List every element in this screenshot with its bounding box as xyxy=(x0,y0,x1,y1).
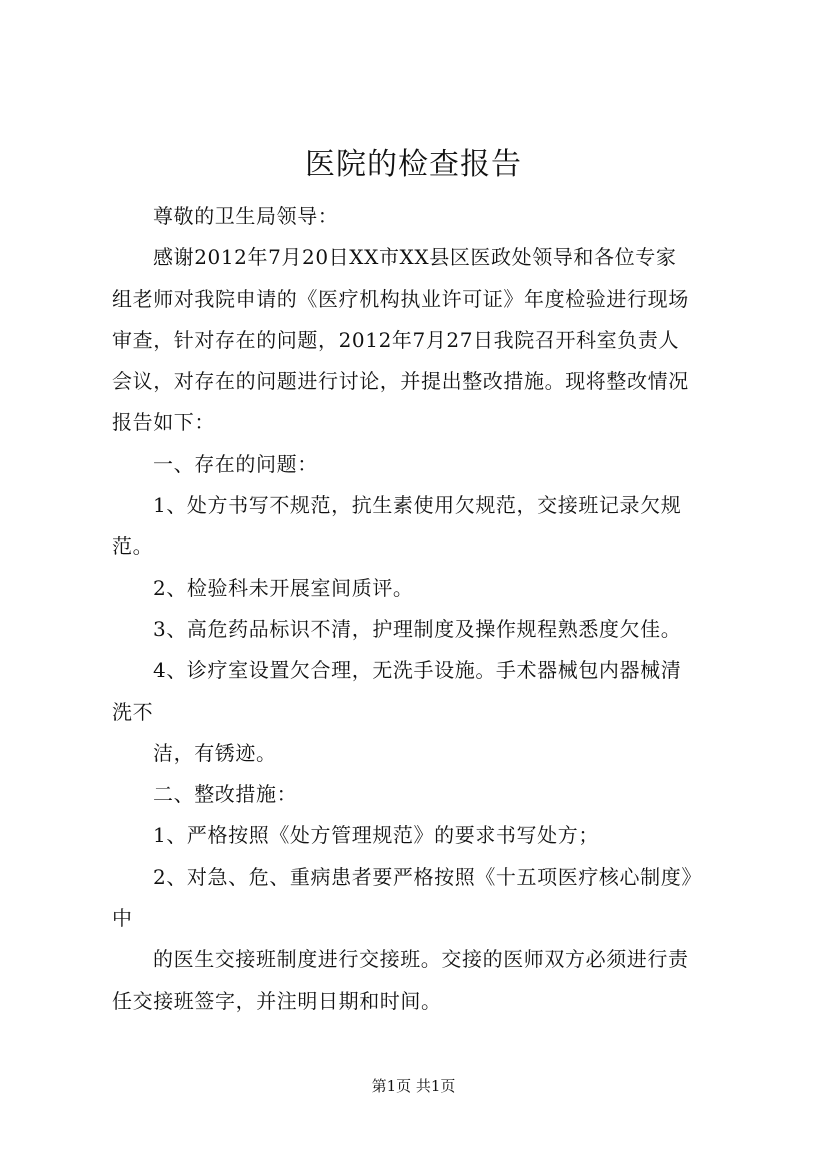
measure-item-2-continued: 的医生交接班制度进行交接班。交接的医师双方必须进行责 xyxy=(153,947,689,972)
paragraph-line: 感谢2012年7月20日XX市XX县区医政处领导和各位专家 xyxy=(153,245,677,270)
problem-item-3: 3、高危药品标识不清，护理制度及操作规程熟悉度欠佳。 xyxy=(153,616,682,641)
document-title: 医院的检查报告 xyxy=(305,147,522,182)
problem-item-4-continued: 洁，有锈迹。 xyxy=(153,740,277,765)
problem-item-1: 1、处方书写不规范，抗生素使用欠规范，交接班记录欠规 xyxy=(153,493,682,518)
problem-item-4-continued: 洗不 xyxy=(112,699,154,724)
measure-item-2-continued: 任交接班签字，并注明日期和时间。 xyxy=(112,988,442,1013)
section-heading-measures: 二、整改措施： xyxy=(153,782,298,807)
problem-item-4: 4、诊疗室设置欠合理，无洗手设施。手术器械包内器械清 xyxy=(153,658,682,683)
page-footer: 第1页 共1页 xyxy=(371,1077,456,1095)
problem-item-1-continued: 范。 xyxy=(112,534,154,559)
problem-item-2: 2、检验科未开展室间质评。 xyxy=(153,575,414,600)
measure-item-1: 1、严格按照《处方管理规范》的要求书写处方； xyxy=(153,823,599,848)
measure-item-2-continued: 中 xyxy=(112,906,133,931)
paragraph-line: 审查，针对存在的问题，2012年7月27日我院召开科室负责人 xyxy=(112,327,680,352)
document-body xyxy=(112,196,722,1022)
paragraph-line: 报告如下： xyxy=(112,410,215,435)
salutation-line: 尊敬的卫生局领导： xyxy=(153,204,339,228)
paragraph-line: 组老师对我院申请的《医疗机构执业许可证》年度检验进行现场 xyxy=(112,286,689,311)
section-heading-problems: 一、存在的问题： xyxy=(153,451,318,476)
measure-item-2: 2、对急、危、重病患者要严格按照《十五项医疗核心制度》 xyxy=(153,864,702,889)
paragraph-line: 会议，对存在的问题进行讨论，并提出整改措施。现将整改情况 xyxy=(112,369,689,394)
